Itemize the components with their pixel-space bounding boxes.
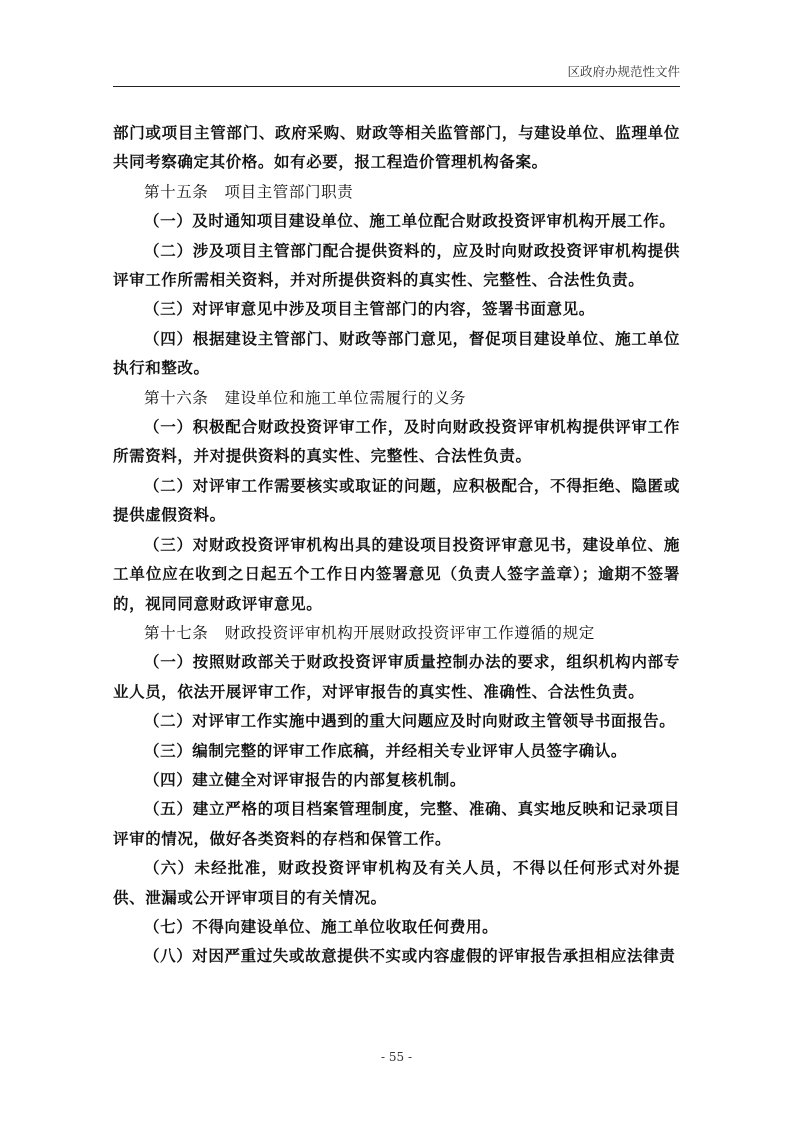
list-item: （五）建立严格的项目档案管理制度，完整、准确、真实地反映和记录项目评审的情况，做好各类资料的存档和保管工作。 [113, 800, 680, 848]
header-title: 区政府办规范性文件 [567, 64, 680, 79]
list-item: （八）对因严重过失或故意提供不实或内容虚假的评审报告承担相应法律责 [144, 947, 676, 966]
paragraph-continuation: 部门或项目主管部门、政府采购、财政等相关监管部门，与建设单位、监理单位共同考察确定其价格。如有必要，报工程造价管理机构备案。 [113, 124, 680, 172]
list-item: （一）积极配合财政投资评审工作，及时向财政投资评审机构提供评审工作所需资料，并对提供资料的真实性、完整性、合法性负责。 [113, 418, 680, 466]
list-item: （三）编制完整的评审工作底稿，并经相关专业评审人员签字确认。 [144, 741, 628, 760]
page-header [113, 62, 680, 87]
list-item: （四）根据建设主管部门、财政等部门意见，督促项目建设单位、施工单位执行和整改。 [113, 329, 680, 378]
list-item: （三）对财政投资评审机构出具的建设项目投资评审意见书，建设单位、施工单位应在收到之日起五个工作日内签署意见（负责人签字盖章）；逾期不签署的，视同同意财政评审意见。 [113, 535, 680, 613]
article-heading-15: 第十五条 项目主管部门职责 [144, 182, 354, 201]
list-item: （六）未经批准，财政投资评审机构及有关人员，不得以任何形式对外提供、泄漏或公开评审项目的有关情况。 [113, 859, 680, 907]
list-item: （二）对评审工作实施中遇到的重大问题应及时向财政主管领导书面报告。 [144, 712, 676, 731]
document-body [113, 119, 680, 972]
list-item: （七）不得向建设单位、施工单位收取任何费用。 [144, 917, 499, 936]
list-item: （二）对评审工作需要核实或取证的问题，应积极配合，不得拒绝、隐匿或提供虚假资料。 [113, 476, 680, 525]
list-item: （二）涉及项目主管部门配合提供资料的，应及时向财政投资评审机构提供评审工作所需相关资料，并对所提供资料的真实性、完整性、合法性负责。 [113, 241, 680, 290]
article-heading-17: 第十七条 财政投资评审机构开展财政投资评审工作遵循的规定 [144, 623, 595, 642]
list-item: （一）按照财政部关于财政投资评审质量控制办法的要求，组织机构内部专业人员，依法开展评审工作，对评审报告的真实性、准确性、合法性负责。 [113, 653, 680, 701]
list-item: （一）及时通知项目建设单位、施工单位配合财政投资评审机构开展工作。 [144, 212, 676, 231]
article-heading-16: 第十六条 建设单位和施工单位需履行的义务 [144, 388, 467, 407]
page-number-label: - 55 - [380, 1050, 412, 1064]
page-number [0, 1050, 793, 1064]
list-item: （四）建立健全对评审报告的内部复核机制。 [144, 770, 467, 789]
list-item: （三）对评审意见中涉及项目主管部门的内容，签署书面意见。 [144, 300, 595, 319]
